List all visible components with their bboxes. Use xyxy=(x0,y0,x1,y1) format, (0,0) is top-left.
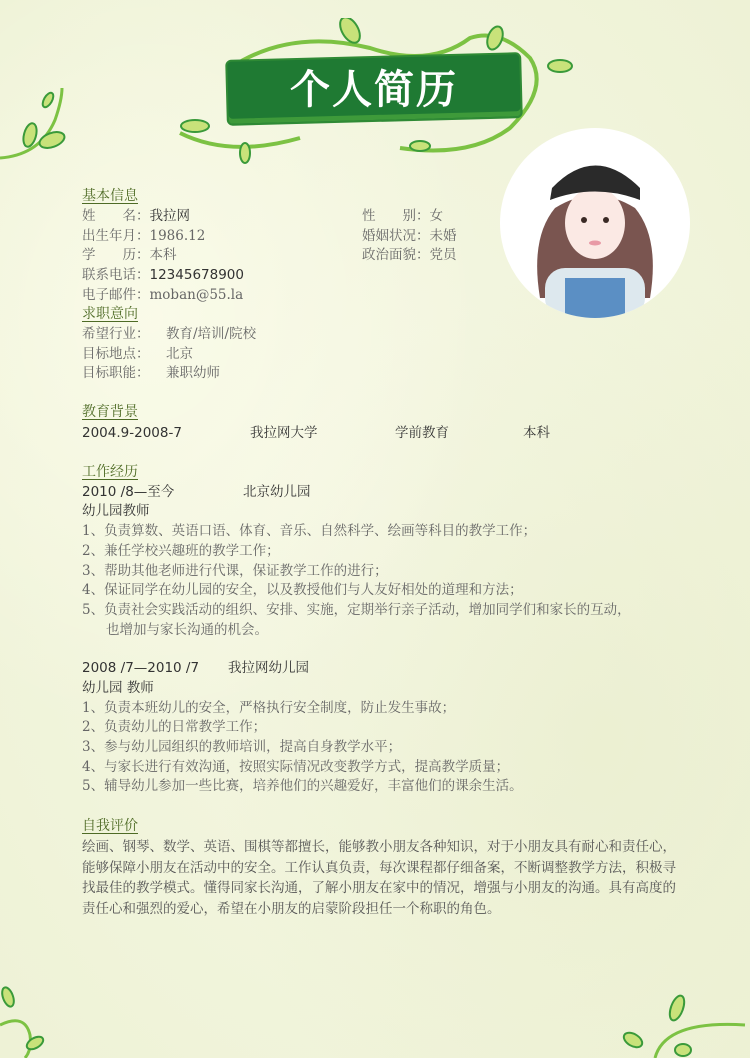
education-degree: 本科 xyxy=(523,425,550,441)
job-1-duty: 2、兼任学校兴趣班的教学工作； xyxy=(82,543,280,559)
info-name: 姓 名：我拉网 xyxy=(82,208,190,224)
info-email: 电子邮件：moban@55.la xyxy=(82,287,244,303)
job-1-period: 2010 /8—至今 xyxy=(82,484,175,500)
intent-function: 目标职能： 兼职幼师 xyxy=(82,365,220,381)
info-political-status: 政治面貌：党员 xyxy=(362,247,457,263)
education-major: 学前教育 xyxy=(395,425,449,441)
section-heading-job-intent: 求职意向 xyxy=(82,306,138,322)
info-birth: 出生年月：1986.12 xyxy=(82,228,206,244)
job-2-duty: 4、与家长进行有效沟通，按照实际情况改变教学方式，提高教学质量； xyxy=(82,759,510,775)
job-1-duty: 3、帮助其他老师进行代课，保证教学工作的进行； xyxy=(82,563,388,579)
section-heading-self-eval: 自我评价 xyxy=(82,818,138,834)
info-phone: 联系电话：12345678900 xyxy=(82,267,244,283)
education-school: 我拉网大学 xyxy=(250,425,318,441)
job-1-company: 北京幼儿园 xyxy=(243,484,311,500)
education-period: 2004.9-2008-7 xyxy=(82,425,182,441)
job-1-duty: 5、负责社会实践活动的组织、安排、实施，定期举行亲子活动，增加同学们和家长的互动， xyxy=(82,602,631,618)
section-heading-basic-info: 基本信息 xyxy=(82,188,138,204)
intent-industry: 希望行业： 教育/培训/院校 xyxy=(82,326,257,342)
vine-decoration-bottom-left xyxy=(0,985,60,1058)
job-2-duty: 5、辅导幼儿参加一些比赛，培养他们的兴趣爱好，丰富他们的课余生活。 xyxy=(82,778,523,794)
job-1-position: 幼儿园教师 xyxy=(82,503,150,519)
job-2-duty: 3、参与幼儿园组织的教师培训，提高自身教学水平； xyxy=(82,739,402,755)
info-education-level: 学 历：本科 xyxy=(82,247,177,263)
job-2-duty: 2、负责幼儿的日常教学工作； xyxy=(82,719,267,735)
section-heading-education: 教育背景 xyxy=(82,404,138,420)
info-gender: 性 别：女 xyxy=(362,208,443,224)
job-2-period: 2008 /7—2010 /7 xyxy=(82,660,200,676)
job-2-position: 幼儿园 教师 xyxy=(82,680,154,696)
job-2-company: 我拉网幼儿园 xyxy=(228,660,309,676)
job-1-duty: 4、保证同学在幼儿园的安全，以及教授他们与人友好相处的道理和方法； xyxy=(82,582,523,598)
avatar-illustration xyxy=(500,128,690,318)
job-1-duty: 1、负责算数、英语口语、体育、音乐、自然科学、绘画等科目的教学工作； xyxy=(82,523,537,539)
job-2-duty: 1、负责本班幼儿的安全，严格执行安全制度，防止发生事故； xyxy=(82,700,456,716)
section-heading-work: 工作经历 xyxy=(82,464,138,480)
vine-decoration-top-left xyxy=(0,80,110,170)
job-1-duty-continued: 也增加与家长沟通的机会。 xyxy=(106,622,268,638)
avatar-photo xyxy=(500,128,690,318)
intent-location: 目标地点： 北京 xyxy=(82,346,193,362)
self-eval-text: 绘画、钢琴、数学、英语、围棋等都擅长，能够教小朋友各种知识，对于小朋友具有耐心和责任心，能够保障小朋友在活动中的安全。工作认真负责，每次课程都仔细备案，不断调整教学方法，积极寻找最佳的教学模式。懂得同家长沟通，了解小朋友在家中的情况，增强与小朋友的沟通。具有高度的责任心和强烈的爱心，希望在小朋友的启蒙阶段担任一个称职的角色。 xyxy=(82,839,676,917)
info-marital-status: 婚姻状况：未婚 xyxy=(362,228,457,244)
vine-decoration-bottom-right xyxy=(615,990,750,1058)
page-title: 个人简历 xyxy=(290,66,458,113)
